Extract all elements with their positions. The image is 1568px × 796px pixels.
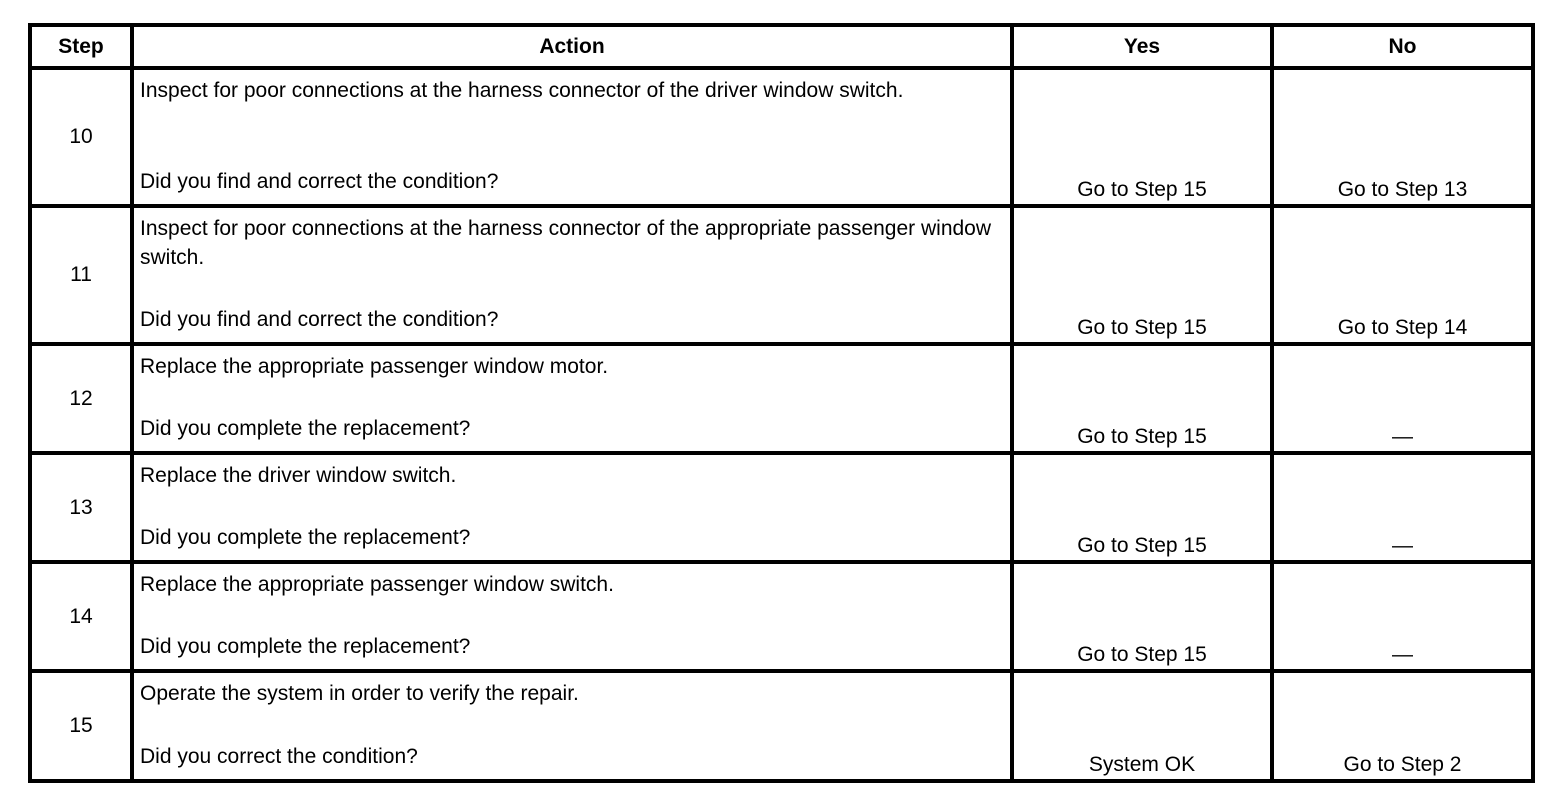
diagnostic-table [28, 23, 1535, 783]
action-text: Replace the appropriate passenger window switch. [140, 573, 614, 596]
yes-result: Go to Step 15 [1012, 562, 1272, 671]
no-result: Go to Step 14 [1272, 206, 1533, 344]
action-question: Did you find and correct the condition? [140, 170, 499, 193]
step-number: 11 [30, 206, 132, 344]
table-row [30, 344, 1533, 453]
step-number: 10 [30, 68, 132, 206]
action-question: Did you correct the condition? [140, 745, 418, 768]
action-question: Did you complete the replacement? [140, 526, 471, 549]
no-result: — [1272, 344, 1533, 453]
action-text: Operate the system in order to verify the repair. [140, 682, 579, 705]
header-no: No [1272, 25, 1533, 68]
no-result: Go to Step 2 [1272, 671, 1533, 781]
header-step: Step [30, 25, 132, 68]
action-cell [132, 671, 1012, 781]
no-result: — [1272, 453, 1533, 562]
table-row [30, 68, 1533, 206]
action-text: Replace the appropriate passenger window motor. [140, 355, 609, 378]
action-question: Did you complete the replacement? [140, 635, 471, 658]
table-row [30, 562, 1533, 671]
action-question: Did you complete the replacement? [140, 417, 471, 440]
action-text: Inspect for poor connections at the harness connector of the appropriate passenger window switch. [140, 217, 992, 269]
table-row [30, 453, 1533, 562]
yes-result: Go to Step 15 [1012, 206, 1272, 344]
table-row [30, 206, 1533, 344]
step-number: 15 [30, 671, 132, 781]
action-cell [132, 206, 1012, 344]
no-result: — [1272, 562, 1533, 671]
step-number: 14 [30, 562, 132, 671]
action-cell [132, 344, 1012, 453]
header-yes: Yes [1012, 25, 1272, 68]
step-number: 12 [30, 344, 132, 453]
table-row [30, 671, 1533, 781]
action-cell [132, 68, 1012, 206]
action-text: Inspect for poor connections at the harness connector of the driver window switch. [140, 79, 904, 102]
no-result: Go to Step 13 [1272, 68, 1533, 206]
action-cell [132, 562, 1012, 671]
yes-result: Go to Step 15 [1012, 344, 1272, 453]
header-action: Action [132, 25, 1012, 68]
step-number: 13 [30, 453, 132, 562]
yes-result: System OK [1012, 671, 1272, 781]
header-row [30, 25, 1533, 68]
yes-result: Go to Step 15 [1012, 453, 1272, 562]
action-cell [132, 453, 1012, 562]
action-text: Replace the driver window switch. [140, 464, 457, 487]
action-question: Did you find and correct the condition? [140, 308, 499, 331]
yes-result: Go to Step 15 [1012, 68, 1272, 206]
